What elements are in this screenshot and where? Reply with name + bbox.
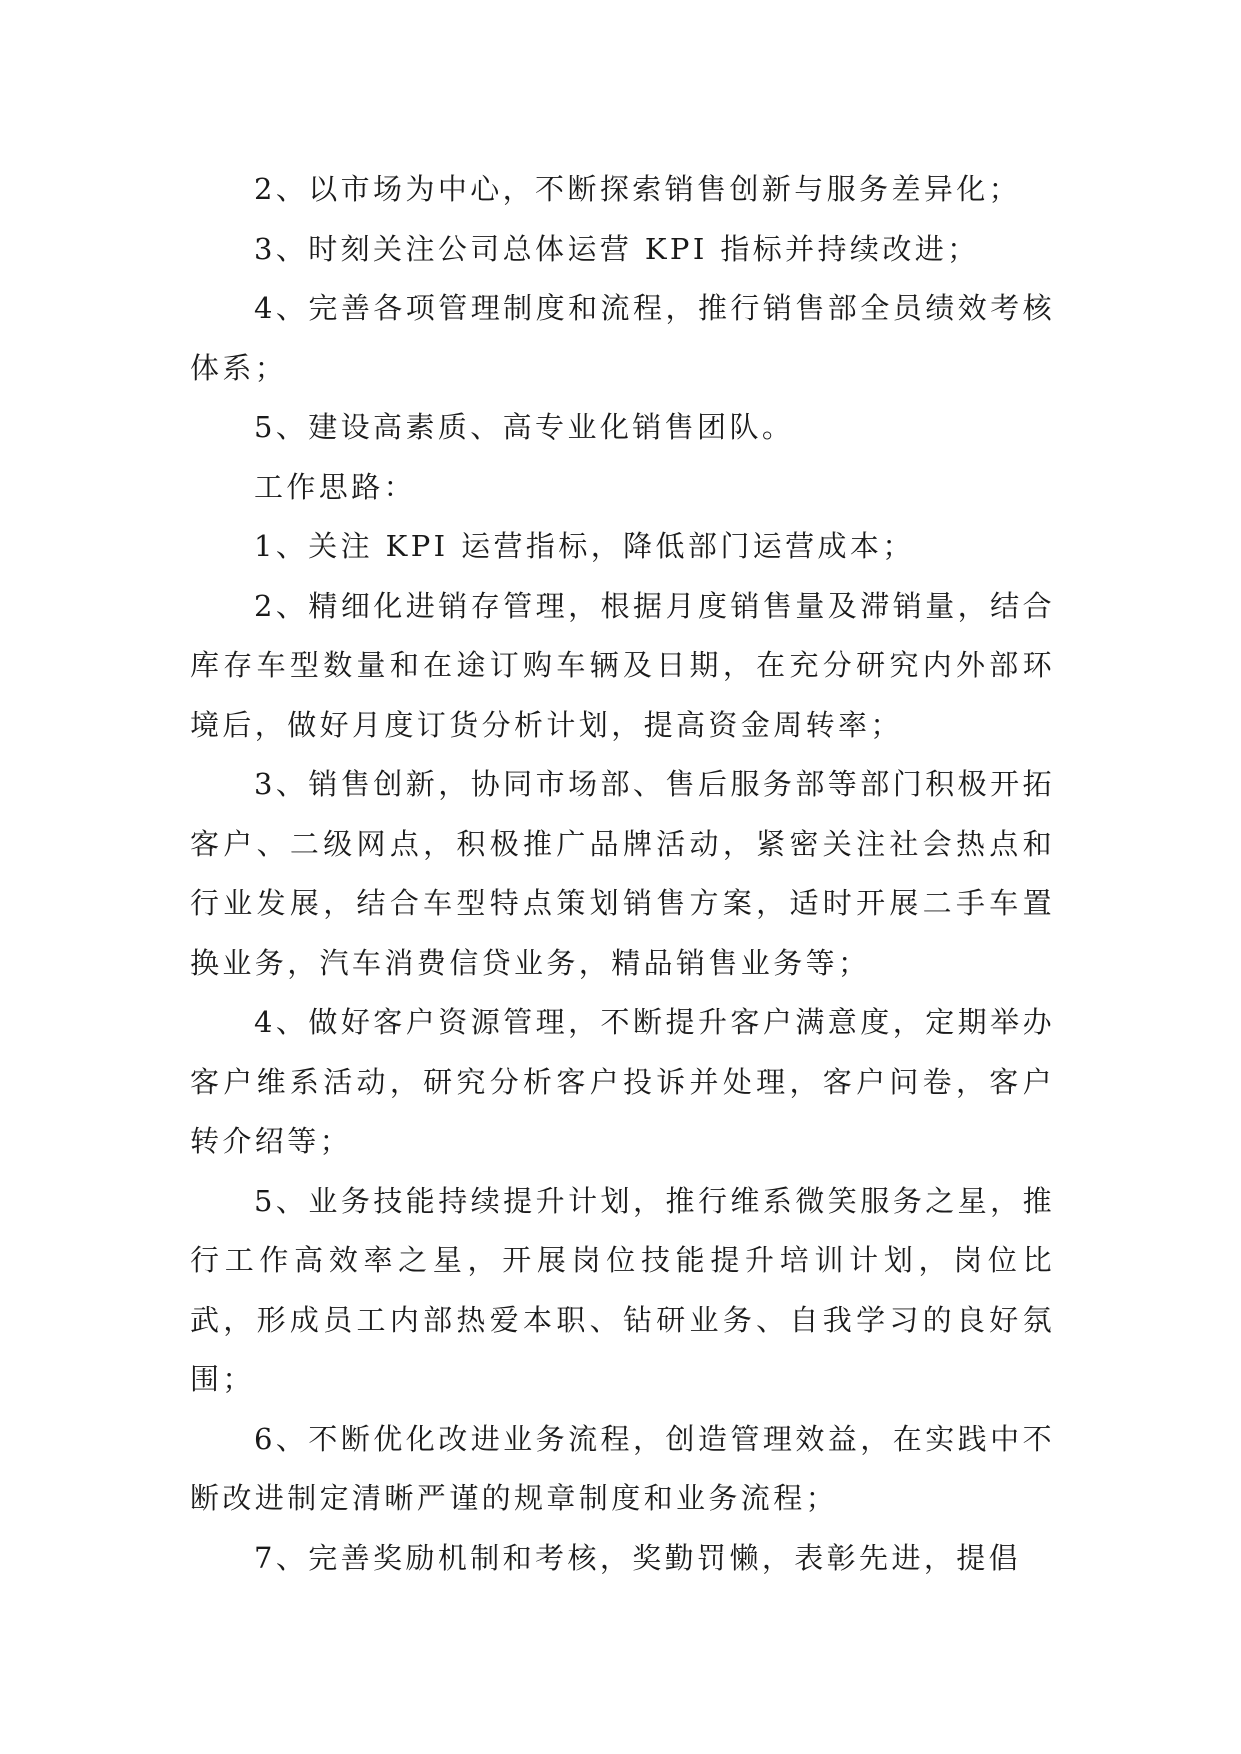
document-body xyxy=(190,160,1055,1588)
paragraph-idea-3: 3、销售创新，协同市场部、售后服务部等部门积极开拓客户、二级网点，积极推广品牌活动，紧密关注社会热点和行业发展，结合车型特点策划销售方案，适时开展二手车置换业务，汽车消费信贷业务，精品销售业务等； xyxy=(190,767,1055,980)
paragraph-goal-4: 4、完善各项管理制度和流程，推行销售部全员绩效考核体系； xyxy=(190,291,1055,385)
paragraph-goal-2: 2、以市场为中心，不断探索销售创新与服务差异化； xyxy=(254,172,1022,206)
paragraph-idea-6: 6、不断优化改进业务流程，创造管理效益，在实践中不断改进制定清晰严谨的规章制度和业务流程； xyxy=(190,1421,1055,1515)
section-heading-work-ideas: 工作思路： xyxy=(254,469,417,504)
paragraph-goal-5: 5、建设高素质、高专业化销售团队。 xyxy=(254,410,795,444)
paragraph-idea-1: 1、关注 KPI 运营指标，降低部门运营成本； xyxy=(254,529,915,563)
paragraph-idea-7: 7、完善奖励机制和考核，奖勤罚懒，表彰先进，提倡 xyxy=(254,1540,1022,1575)
paragraph-idea-5: 5、业务技能持续提升计划，推行维系微笑服务之星，推行工作高效率之星，开展岗位技能提升培训计划，岗位比武，形成员工内部热爱本职、钻研业务、自我学习的良好氛围； xyxy=(190,1183,1055,1396)
paragraph-idea-4: 4、做好客户资源管理，不断提升客户满意度，定期举办客户维系活动，研究分析客户投诉并处理，客户问卷，客户转介绍等； xyxy=(190,1005,1055,1158)
paragraph-idea-2: 2、精细化进销存管理，根据月度销售量及滞销量，结合库存车型数量和在途订购车辆及日期，在充分研究内外部环境后，做好月度订货分析计划，提高资金周转率； xyxy=(190,588,1055,742)
paragraph-goal-3: 3、时刻关注公司总体运营 KPI 指标并持续改进； xyxy=(254,231,980,266)
